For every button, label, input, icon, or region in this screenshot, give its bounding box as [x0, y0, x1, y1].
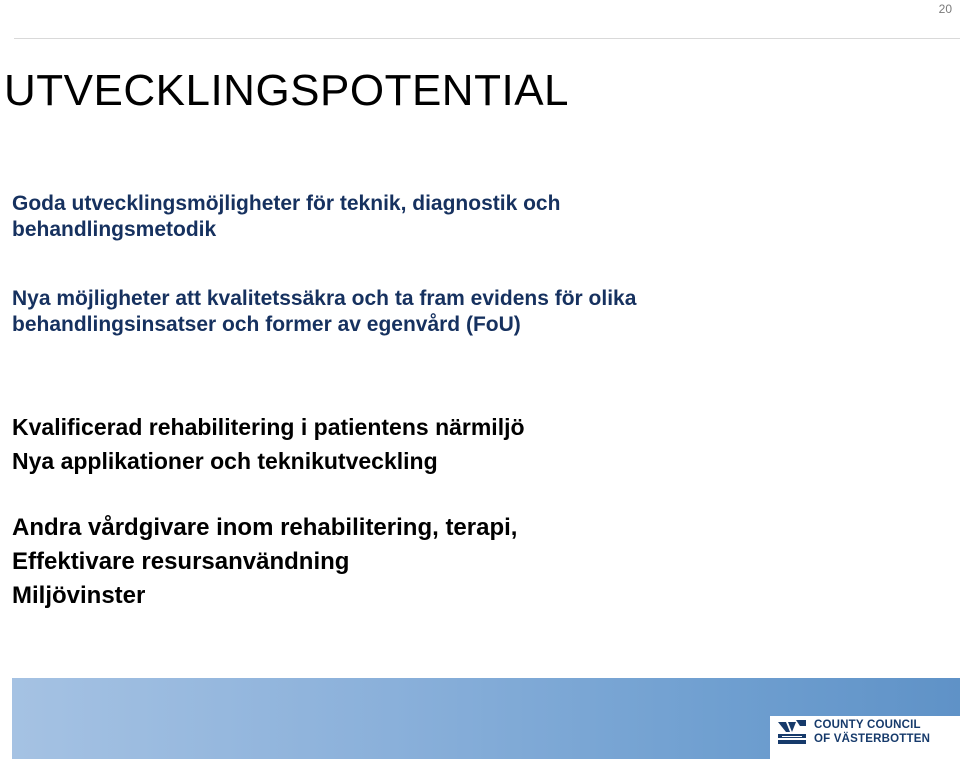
- footer-band: [12, 678, 960, 759]
- logo-line-1: COUNTY COUNCIL: [814, 719, 921, 731]
- paragraph-development-opportunities-line-2: behandlingsmetodik: [12, 218, 217, 241]
- vasterbotten-logo-mark-icon: [776, 718, 808, 748]
- paragraph-quality-assurance-line-2: behandlingsinsatser och former av egenvård (FoU): [12, 313, 521, 336]
- top-divider: [14, 38, 960, 39]
- paragraph-other-providers-line-1: Andra vårdgivare inom rehabilitering, terapi,: [12, 514, 518, 541]
- paragraph-quality-assurance-line-1: Nya möjligheter att kvalitetssäkra och ta fram evidens för olika: [12, 287, 637, 310]
- paragraph-other-providers-line-2: Effektivare resursanvändning: [12, 548, 350, 575]
- county-council-logo: [770, 716, 960, 759]
- page-number: 20: [938, 2, 952, 16]
- logo-wordmark: [814, 718, 930, 746]
- paragraph-rehabilitation-line-1: Kvalificerad rehabilitering i patientens närmiljö: [12, 414, 525, 440]
- paragraph-rehabilitation-line-2: Nya applikationer och teknikutveckling: [12, 448, 438, 474]
- logo-line-2: OF VÄSTERBOTTEN: [814, 733, 931, 745]
- slide-title: UTVECKLINGSPOTENTIAL: [4, 66, 570, 115]
- paragraph-development-opportunities-line-1: Goda utvecklingsmöjligheter för teknik, diagnostik och: [12, 192, 561, 215]
- paragraph-other-providers-line-3: Miljövinster: [12, 582, 146, 609]
